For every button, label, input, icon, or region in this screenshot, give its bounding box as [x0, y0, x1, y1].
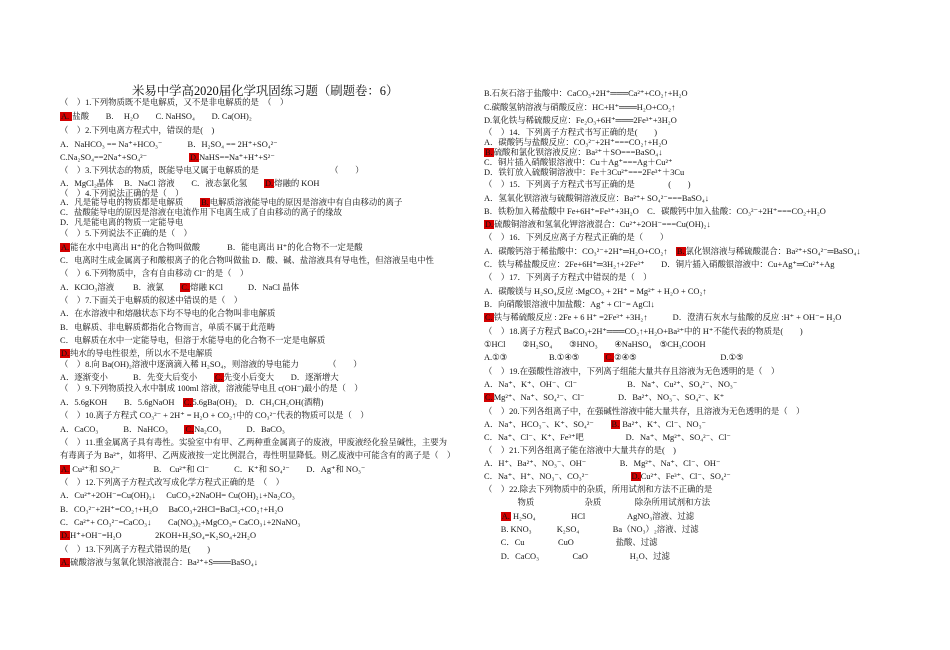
line-text: A．CaCO₃ B．NaHCO₃	[60, 425, 185, 434]
answer-highlight: D.	[61, 349, 70, 358]
question-line	[484, 89, 688, 99]
question-line	[484, 273, 652, 283]
line-text: B. KNO₃ K₂SO₄ Ba（NO₃）₂溶液、过滤	[484, 525, 699, 534]
question-line	[60, 140, 278, 150]
line-text: B．向硝酸银溶液中加盐酸：Ag⁺ + Cl⁻= AgCl↓	[484, 300, 655, 309]
line-text: （ ）20.下列各组离子中，在强碱性溶液中能大量共存，且溶液为无色透明的是（ ）	[484, 407, 805, 416]
question-line	[484, 128, 657, 138]
question-line	[484, 393, 724, 403]
answer-highlight: C.	[183, 398, 192, 407]
line-text: C．盐酸能导电的原因是溶液在电流作用下电离生成了自由移动的离子的缘故	[60, 208, 342, 217]
line-text: （ ）17．下列离子方程式中错误的是（ ）	[484, 273, 652, 282]
line-text: （ ）19.在强酸性溶液中，下列离子组能大量共存且溶液为无色透明的是（ ）	[484, 367, 780, 376]
question-line	[60, 398, 323, 408]
question-line	[484, 512, 694, 522]
answer-highlight: C.	[181, 283, 190, 292]
question-line	[60, 411, 369, 421]
answer-highlight: A.	[61, 112, 72, 121]
question-line	[60, 243, 363, 253]
question-line	[60, 112, 252, 122]
answer-highlight: D.	[485, 220, 494, 229]
line-text: （ ）5.下列说法不正确的是（ ）	[60, 229, 192, 238]
line-text: C．Cu CuO 盐酸、过滤	[484, 538, 658, 547]
question-line	[60, 283, 299, 293]
question-line	[484, 407, 804, 417]
question-line	[484, 367, 779, 377]
question-line	[484, 327, 803, 337]
question-line	[60, 349, 213, 359]
question-line	[60, 505, 283, 515]
line-text: B．电解质、非电解质都指化合物而言，单质不属于此范畴	[60, 323, 275, 332]
question-line	[60, 296, 242, 306]
line-text	[484, 512, 501, 521]
line-text: Cu²⁺、Fe³⁺、Cl⁻、SO₄²⁻	[640, 472, 731, 481]
question-line	[60, 179, 319, 189]
question-line	[60, 98, 288, 108]
line-text: 米易中学高2020届化学巩固练习题（刷题卷：6）	[132, 84, 399, 98]
line-text: （ ）1.下列物质既不是电解质，又不是非电解质的是 （ ）	[60, 98, 289, 107]
line-text: B.石灰石溶于盐酸中：CaCO₃+2H⁺═══Ca²⁺+CO₂↑+H₂O	[484, 89, 688, 98]
question-line	[484, 538, 658, 548]
question-line	[484, 116, 677, 126]
line-text: （ ）16．下列反应离子方程式正确的是（ ）	[484, 233, 669, 242]
question-line	[60, 208, 342, 218]
line-text: A.①③ B.①④⑤	[484, 353, 605, 362]
line-text: D．铁钉放入硫酸铜溶液中：Fe＋3Cu²⁺===2Fe³⁺＋3Cu	[484, 168, 685, 177]
line-text: （ ）18.离子方程式 BaCO₃+2H⁺═══CO₂↑+H₂O+Ba²⁺中的 H⁺不能代表的物质是( )	[484, 327, 803, 336]
line-text: （ ）9.下列物质投入水中制成 100ml 溶液，溶液能导电且 c(OH⁻)最小的是（ ）	[60, 384, 363, 393]
line-text: C．铜片插入硝酸银溶液中：Cu＋Ag⁺===Ag＋Cu²⁺	[484, 158, 673, 167]
question-line	[484, 148, 662, 158]
answer-highlight: C.	[605, 353, 614, 362]
line-text: A．KClO₃溶液 B．液氯	[60, 283, 181, 292]
question-line	[484, 525, 699, 535]
answer-highlight: A.	[501, 512, 510, 521]
line-text: 硫酸和氯化钡溶液反应：Ba²⁺＋SO===BaSO₄↓	[493, 148, 663, 157]
line-text: D．CaCO₃ CaO H₂O、过滤	[484, 552, 670, 561]
question-line	[484, 433, 731, 443]
question-line	[60, 545, 210, 555]
line-text: A．Na⁺、HCO₃⁻、K⁺、SO₄²⁻	[484, 420, 611, 429]
question-line	[60, 384, 363, 394]
line-text: A．Cu²⁺+2OH⁻=Cu(OH)₂↓ CuCO₃+2NaOH= Cu(OH)₂↓+Na₂CO₃	[60, 491, 295, 500]
line-text: B．CO₃²⁻+2H⁺=CO₂↑+H₂O BaCO₃+2HCl=BaCl₂+CO₂↑+H₂O	[60, 505, 284, 514]
question-line	[60, 218, 183, 228]
answer-highlight: D.	[631, 472, 640, 481]
line-text: A．碳酸钙溶于稀盐酸中：CO₃²⁻+2H⁺═H₂O+CO₂↑	[484, 247, 676, 256]
line-text: Cu²⁺和 SO₄²⁻ B. Cu²⁺和 Cl⁻ C．K⁺和 SO₄²⁻ D．Ag⁺和 NO₃⁻	[70, 465, 366, 474]
answer-highlight: C.	[215, 373, 223, 382]
question-line	[60, 198, 402, 208]
answer-highlight: C.	[185, 425, 194, 434]
answer-highlight: A.	[61, 465, 70, 474]
line-text: A．碳酸镁与 H₂SO₄反应 :MgCO₃ + 2H⁺ = Mg²⁺ + H₂O + CO₂↑	[484, 287, 707, 296]
question-line	[484, 220, 711, 230]
line-text: 硫酸铜溶液和氢氧化钾溶液混合：Cu²⁺+2OH⁻===Cu(OH)₂↓	[494, 220, 711, 229]
question-line	[60, 558, 258, 568]
question-line	[484, 472, 731, 482]
line-text: 硫酸溶液与氢氧化钡溶液混合：Ba²⁺+S═══BaSO₄↓	[70, 558, 258, 567]
line-text: 纯水的导电性很差，所以水不是电解质	[70, 349, 213, 358]
question-line	[60, 425, 285, 435]
line-text: （ ）8.向 Ba(OH)₂溶液中逐滴滴入稀 H₂SO₄，则溶液的导电能力 （ ）	[60, 360, 362, 369]
line-text: H⁺+OH⁻=H₂O 2KOH+H₂SO₄=K₂SO₄+2H₂O	[70, 531, 256, 540]
question-line	[60, 309, 275, 319]
line-text: 有毒离子为 Ba²⁺，如将甲、乙两废液按一定比例混合，毒性明显降低。则乙废液中可能含有的离子是（ ）	[60, 451, 456, 460]
line-text: （ ）7.下面关于电解质的叙述中错误的是（ ）	[60, 296, 243, 305]
line-text: B．铁粉加入稀盐酸中 Fe+6H⁺=Fe³⁺+3H₂O C．碳酸钙中加入盐酸：CO₃²⁻+2H⁺===CO₂+H₂O	[484, 207, 826, 216]
question-line	[60, 491, 295, 501]
question-line	[60, 166, 364, 176]
answer-highlight: C.	[485, 393, 493, 402]
line-text: （ ）13.下列离子方程式错误的是( )	[60, 545, 211, 554]
line-text: A．5.6gKOH B．5.6gNaOH	[60, 398, 183, 407]
answer-highlight: B.	[201, 198, 209, 207]
line-text: A．H⁺、Ba²⁺、NO₃⁻、OH⁻ B．Mg²⁺、Na⁺、Cl⁻、OH⁻	[484, 459, 721, 468]
question-line	[484, 300, 655, 310]
line-text: A．在水溶液中和熔融状态下均不导电的化合物叫非电解质	[60, 309, 276, 318]
question-line	[484, 194, 709, 204]
line-text: （ ）12.下列离子方程式改写成化学方程式正确的是 （ ）	[60, 478, 285, 487]
line-text: （ ）3.下列状态的物质，既能导电又属于电解质的是 （ ）	[60, 166, 364, 175]
question-line	[484, 552, 670, 562]
question-line	[60, 451, 455, 461]
question-line	[484, 247, 861, 257]
line-text: （ ）6.下列物质中，含有自由移动 Cl⁻的是（ ）	[60, 269, 249, 278]
question-line	[484, 485, 712, 495]
line-text: A．NaHCO₃ == Na⁺+HCO₃⁻ B．H₂SO₄ == 2H⁺+SO₄²⁻	[60, 140, 278, 149]
line-text: 熔融的 KOH	[274, 179, 320, 188]
question-line	[60, 256, 434, 266]
line-text: A．MgCl₂晶体 B．NaCl 溶液 C．液态氯化氢	[60, 179, 264, 188]
line-text: A．逐渐变小 B．先变大后变小	[60, 373, 215, 382]
line-text: 铁与稀硫酸反应 : 2Fe + 6 H⁺ =2Fe³⁺ +3H₂↑ D．澄清石灰水与盐酸的反应 :H⁺ + OH⁻= H₂O	[493, 313, 842, 322]
line-text: ①HCl ②H₂SO₄ ③HNO₃ ④NaHSO₄ ⑤CH₃COOH	[484, 340, 706, 349]
line-text: H₂SO₄ HCl AgNO₃溶液、过滤	[510, 512, 695, 521]
question-line	[484, 313, 841, 323]
answer-highlight: D.	[61, 531, 70, 540]
question-line	[60, 531, 256, 541]
line-text: A．氢氧化钡溶液与硫酸铜溶液反应：Ba²⁺+ SO₄²⁻===BaSO₄↓	[484, 194, 709, 203]
question-line	[484, 260, 834, 270]
question-line	[484, 233, 668, 243]
line-text: A．Na⁺、K⁺、OH⁻、Cl⁻ B．Na⁺、Cu²⁺、SO₄²⁻、NO₃⁻	[484, 380, 738, 389]
question-line	[60, 153, 275, 163]
line-text: Ba²⁺、K⁺、Cl⁻、NO₃⁻	[620, 420, 706, 429]
line-text: （ ）4.下列说法正确的是（ ）	[60, 189, 184, 198]
question-line	[484, 353, 744, 363]
question-line	[60, 373, 339, 383]
question-line	[484, 340, 706, 350]
answer-highlight: A.	[61, 243, 70, 252]
line-text: 氯化钡溶液与稀硫酸混合：Ba²⁺+SO₄²⁻═BaSO₄↓	[685, 247, 861, 256]
line-text: 物质 杂质 除杂所用试剂和方法	[484, 498, 711, 507]
line-text: D．凡是能电离的物质一定能导电	[60, 218, 184, 227]
question-line	[60, 336, 325, 346]
line-text: （ ）10.离子方程式 CO₃²⁻ + 2H⁺ = H₂O + CO₂↑中的 CO₃²⁻代表的物质可以是（ ）	[60, 411, 369, 420]
question-line	[484, 420, 706, 430]
line-text: C．Na⁺、H⁺、NO₃⁻、CO₃²⁻	[484, 472, 631, 481]
line-text: 5.6gBa(OH)₂ D．CH₃CH₂OH(酒精)	[192, 398, 324, 407]
line-text: C.碳酸氢钠溶液与硝酸反应：HC+H⁺═══H₂O+CO₂↑	[484, 103, 676, 112]
line-text: 先变小后变大 D．逐渐增大	[223, 373, 339, 382]
line-text: Na₂CO₃ D．BaCO₃	[194, 425, 285, 434]
answer-highlight: B.	[611, 420, 620, 429]
line-text: 熔融 KCl D．NaCl 晶体	[190, 283, 299, 292]
question-line	[484, 158, 672, 168]
line-text: 盐酸 B. H₂O C. NaHSO₄ D. Ca(OH)₂	[72, 112, 252, 121]
question-line	[484, 138, 667, 148]
line-text: D.氧化铁与稀硫酸反应：Fe₂O₃+6H⁺═══2Fe³⁺+3H₂O	[484, 116, 677, 125]
question-line	[484, 103, 675, 113]
line-text: A．凡是能导电的物质都是电解质	[60, 198, 201, 207]
question-line	[60, 360, 362, 370]
question-line	[60, 438, 447, 448]
question-line	[60, 465, 365, 475]
line-text: 电解质溶液能导电的原因是溶液中有自由移动的离子	[209, 198, 403, 207]
line-text: C.Na₂SO₄==2Na⁺+SO₄²⁻	[60, 153, 189, 162]
question-line	[60, 518, 300, 528]
question-line	[484, 498, 710, 508]
answer-highlight: D.	[264, 179, 274, 188]
line-text: （ ）21.下列各组离子能在溶液中大量共存的是( )	[484, 446, 676, 455]
page-title	[132, 84, 398, 98]
question-line	[484, 168, 684, 178]
line-text: （ ）2.下列电离方程式中，错误的是( )	[60, 126, 215, 135]
line-text: （ ）22.除去下列物质中的杂质，所用试剂和方法不正确的是	[484, 485, 713, 494]
answer-highlight: B.	[485, 148, 493, 157]
question-line	[484, 446, 676, 456]
answer-highlight: A.	[61, 558, 70, 567]
line-text: Mg²⁺、Na⁺、SO₄²⁻、Cl⁻ D．Ba²⁺、NO₃⁻、SO₄²⁻、K⁺	[493, 393, 725, 402]
line-text: ②④⑤ D.①⑤	[614, 353, 744, 362]
question-line	[60, 229, 192, 239]
question-line	[60, 323, 275, 333]
line-text: （ ）14．下列离子方程式书写正确的是( )	[484, 128, 658, 137]
answer-highlight: C.	[485, 313, 493, 322]
question-line	[484, 207, 826, 217]
line-text: C．Na⁺、Cl⁻、K⁺、Fe³⁺吧 D．Na⁺、Mg²⁺、SO₄²⁻、Cl⁻	[484, 433, 731, 442]
line-text: （ ）11.重金属离子具有毒性。实验室中有甲、乙两种重金属离子的废液，甲废液经化验呈碱性，主要为	[60, 438, 448, 447]
line-text: C．铁与稀盐酸反应：2Fe+6H⁺═3H₂↑+2Fe³⁺ D．铜片插入硝酸银溶液中：Cu+Ag⁺═Cu²⁺+Ag	[484, 260, 835, 269]
line-text: C．Ca²⁺+ CO₃²⁻=CaCO₃↓ Ca(NO₃)₂+MgCO₃= CaCO₃↓+2NaNO₃	[60, 518, 301, 527]
line-text: A．碳酸钙与盐酸反应：CO₃²⁻+2H⁺===CO₂↑+H₂O	[484, 138, 668, 147]
question-line	[484, 180, 691, 190]
line-text: NaHS==Na⁺+H⁺+S²⁻	[199, 153, 275, 162]
line-text: C．电离时生成金属离子和酸根离子的化合物叫做盐 D．酸、碱、盐溶液具有导电性，但溶液呈电中性	[60, 256, 434, 265]
question-line	[60, 269, 248, 279]
answer-highlight: D.	[189, 153, 199, 162]
question-line	[60, 478, 284, 488]
question-line	[484, 380, 737, 390]
line-text: （ ）15．下列离子方程式书写正确的是 ( )	[484, 180, 691, 189]
line-text: 能在水中电离出 H⁺的化合物叫做酸 B．能电离出 H⁺的化合物不一定是酸	[70, 243, 363, 252]
answer-highlight: B.	[676, 247, 685, 256]
question-line	[60, 126, 214, 136]
question-line	[484, 287, 707, 297]
question-line	[484, 459, 720, 469]
line-text: C．电解质在水中一定能导电，但溶于水能导电的化合物不一定是电解质	[60, 336, 326, 345]
